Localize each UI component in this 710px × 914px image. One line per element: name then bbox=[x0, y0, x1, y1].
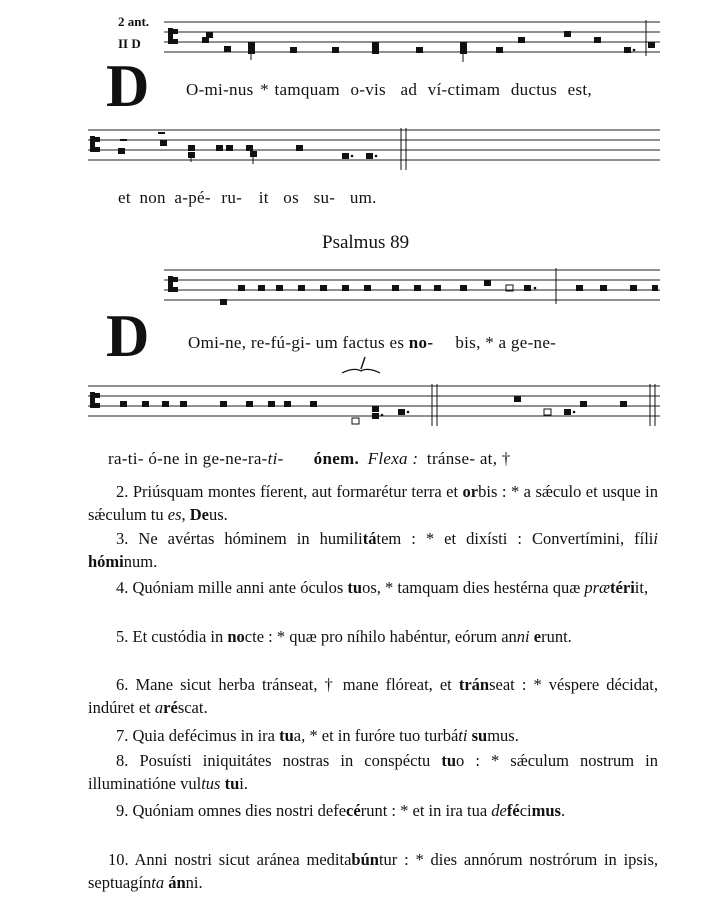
verse-number: 4. bbox=[116, 578, 129, 597]
verse-10: 10. Anni nostri sicut aránea meditabúntur : * dies annórum nostrórum in ipsis, septuagínta ánni. bbox=[88, 850, 658, 892]
verse-5: 5. Et custódia in nocte : * quæ pro níhilo habéntur, eórum anni erunt. bbox=[116, 627, 572, 646]
mode-label: II D bbox=[118, 36, 141, 51]
psalm-title: Psalmus 89 bbox=[322, 232, 410, 253]
psalm-lyric-line-2: ra-ti- ó-ne in ge-ne-ra-ti- ónem. Flexa : tránse- at, † bbox=[108, 449, 511, 468]
psalm-lyric-line-1: Omi-ne, re-fú-gi- um factus es no- bis, * a ge-ne- bbox=[188, 333, 557, 352]
antiphon-staff-2 bbox=[88, 126, 660, 174]
antiphon-label: 2 ant. bbox=[118, 14, 150, 29]
antiphon-initial: D bbox=[106, 53, 150, 119]
verse-number: 10. bbox=[108, 850, 129, 869]
verse-3: 3. Ne avértas hóminem in humilitátem : * et dixísti : Convertímini, fílii hóminum. bbox=[88, 529, 658, 571]
verse-number: 2. bbox=[116, 482, 129, 501]
verse-number: 8. bbox=[116, 751, 129, 770]
verse-number: 7. bbox=[116, 726, 129, 745]
verse-4: 4. Quóniam mille anni ante óculos tuos, * tamquam dies hestérna quæ prætériit, bbox=[116, 578, 649, 597]
psalm-initial: D bbox=[106, 303, 150, 369]
verse-6: 6. Mane sicut herba tránseat, † mane flóreat, et tránseat : * véspere décidat, indúret et aréscat. bbox=[88, 675, 659, 717]
antiphon-lyric-line-1: O-mi-nus * tamquam o-vis ad ví-ctimam ductus est, bbox=[186, 80, 592, 99]
verse-number: 5. bbox=[116, 627, 129, 646]
psalm-staff-1 bbox=[164, 266, 660, 314]
verse-8: 8. Posuísti iniquitátes nostras in conspéctu tuo : * sǽculum nostrum in illuminatióne vultus tui. bbox=[88, 751, 659, 793]
verse-number: 3. bbox=[116, 529, 129, 548]
verse-number: 6. bbox=[116, 675, 129, 694]
verse-9: 9. Quóniam omnes dies nostri defecérunt : * et in ira tua defécimus. bbox=[116, 801, 566, 820]
psalm-staff-2 bbox=[88, 382, 660, 430]
antiphon-lyric-line-2: et non a-pé- ru- it os su- um. bbox=[118, 188, 377, 207]
antiphon-staff-1 bbox=[164, 18, 660, 66]
verse-2: 2. Priúsquam montes fíerent, aut formarétur terra et orbis : * a sǽculo et usque in sǽculum tu es, Deus. bbox=[88, 482, 659, 524]
verse-number: 9. bbox=[116, 801, 129, 820]
accent-mark-icon bbox=[340, 355, 382, 381]
verse-7: 7. Quia defécimus in ira tua, * et in furóre tuo turbáti sumus. bbox=[116, 726, 519, 745]
